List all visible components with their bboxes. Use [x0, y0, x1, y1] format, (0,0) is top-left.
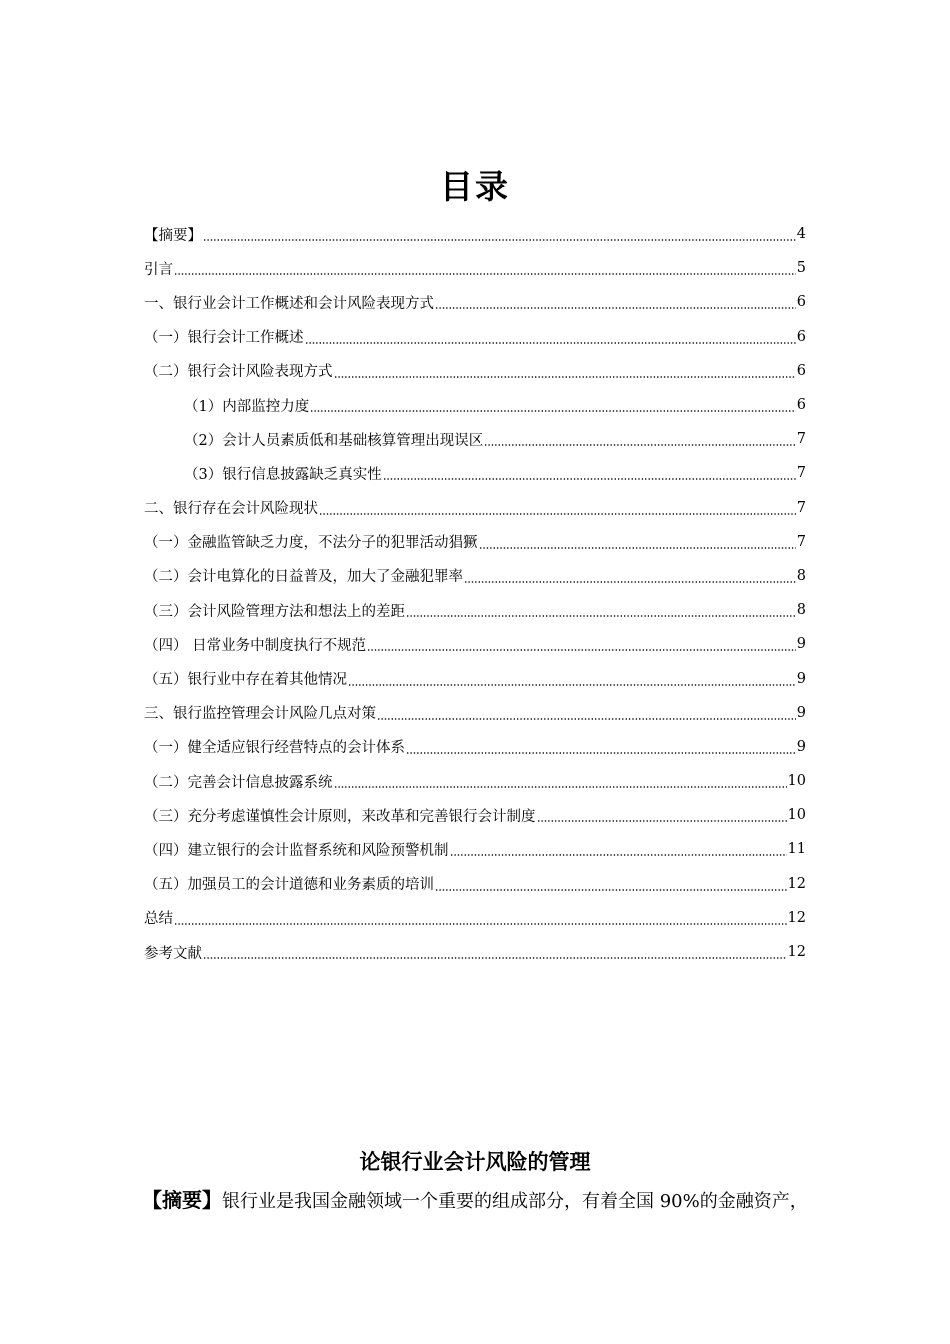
- toc-entry-label: 引言: [144, 261, 173, 278]
- toc-entry-page: 9: [796, 636, 806, 653]
- toc-entry-label: （二）银行会计风险表现方式: [144, 364, 333, 381]
- toc-entry[interactable]: [144, 491, 806, 525]
- toc-entry[interactable]: [144, 217, 806, 251]
- toc-entry-label: （五）加强员工的会计道德和业务素质的培训: [144, 877, 434, 894]
- toc-entry[interactable]: [144, 798, 806, 832]
- toc-entry-label: 【摘要】: [144, 227, 202, 244]
- toc-entry-page: 7: [796, 533, 806, 550]
- toc-entry[interactable]: [144, 388, 806, 422]
- toc-entry[interactable]: [144, 764, 806, 798]
- toc-dot-leader: [310, 398, 796, 412]
- toc-entry-label: （五）银行业中存在着其他情况: [144, 672, 347, 689]
- toc-entry-label: （三）充分考虑谨慎性会计原则，来改革和完善银行会计制度: [144, 808, 536, 825]
- toc-entry-label: （2）会计人员素质低和基础核算管理出现误区: [184, 432, 484, 449]
- toc-dot-leader: [174, 911, 787, 925]
- abstract-label: 【摘要】: [142, 1188, 222, 1212]
- toc-entry[interactable]: [144, 320, 806, 354]
- toc-dot-leader: [377, 706, 796, 720]
- toc-dot-leader: [319, 501, 796, 515]
- toc-entry-page: 9: [796, 670, 806, 687]
- toc-entry[interactable]: [144, 593, 806, 627]
- toc-dot-leader: [348, 672, 796, 686]
- toc-entry-label: 二、银行存在会计风险现状: [144, 501, 318, 518]
- toc-title: 目录: [440, 167, 510, 206]
- toc-entry-page: 4: [796, 226, 806, 243]
- toc-entry[interactable]: [144, 867, 806, 901]
- toc-entry[interactable]: [144, 627, 806, 661]
- toc-entry-label: （三）会计风险管理方法和想法上的差距: [144, 603, 405, 620]
- toc-dot-leader: [334, 364, 796, 378]
- toc-entry-page: 7: [796, 465, 806, 482]
- toc-entry[interactable]: [144, 901, 806, 935]
- toc-entry[interactable]: [144, 251, 806, 285]
- toc-entry-page: 7: [796, 499, 806, 516]
- toc-entry-label: （3）银行信息披露缺乏真实性: [184, 466, 382, 483]
- toc-dot-leader: [406, 603, 796, 617]
- toc-entry-label: 参考文献: [144, 945, 202, 962]
- abstract-text: 银行业是我国金融领域一个重要的组成部分，有着全国 90%的金融资产，: [222, 1191, 808, 1212]
- toc-entry-page: 6: [796, 294, 806, 311]
- toc-entry-label: 三、银行监控管理会计风险几点对策: [144, 706, 376, 723]
- toc-entry-label: （二）会计电算化的日益普及，加大了金融犯罪率: [144, 569, 463, 586]
- toc-entry-label: （四） 日常业务中制度执行不规范: [144, 637, 367, 654]
- article-title: 论银行业会计风险的管理: [359, 1150, 591, 1174]
- toc-entry-label: （一）健全适应银行经营特点的会计体系: [144, 740, 405, 757]
- abstract-paragraph: [142, 1184, 822, 1218]
- toc-entry-page: 6: [796, 397, 806, 414]
- toc-dot-leader: [174, 261, 796, 275]
- table-of-contents: [144, 217, 806, 969]
- toc-entry-label: 总结: [144, 911, 173, 928]
- toc-entry-page: 6: [796, 328, 806, 345]
- toc-entry-label: （一）银行会计工作概述: [144, 330, 304, 347]
- toc-dot-leader: [203, 945, 787, 959]
- toc-entry-page: 12: [787, 944, 806, 961]
- toc-dot-leader: [367, 637, 796, 651]
- toc-entry[interactable]: [144, 422, 806, 456]
- toc-dot-leader: [203, 227, 796, 241]
- toc-entry[interactable]: [144, 935, 806, 969]
- toc-entry-page: 10: [787, 807, 806, 824]
- toc-entry-label: 一、银行业会计工作概述和会计风险表现方式: [144, 295, 434, 312]
- toc-entry-page: 5: [796, 260, 806, 277]
- toc-entry-label: （二）完善会计信息披露系统: [144, 774, 333, 791]
- toc-entry[interactable]: [144, 456, 806, 490]
- toc-entry-page: 9: [796, 704, 806, 721]
- toc-entry-page: 10: [787, 773, 806, 790]
- toc-entry-label: （1）内部监控力度: [184, 398, 310, 415]
- toc-entry-page: 8: [796, 602, 806, 619]
- toc-entry-page: 8: [796, 567, 806, 584]
- toc-dot-leader: [435, 295, 796, 309]
- toc-entry[interactable]: [144, 696, 806, 730]
- toc-entry[interactable]: [144, 661, 806, 695]
- toc-dot-leader: [537, 808, 787, 822]
- toc-dot-leader: [406, 740, 796, 754]
- toc-entry-label: （一）金融监管缺乏力度，不法分子的犯罪活动猖獗: [144, 535, 478, 552]
- toc-dot-leader: [450, 842, 787, 856]
- toc-entry-page: 12: [787, 909, 806, 926]
- toc-entry-page: 6: [796, 362, 806, 379]
- toc-dot-leader: [334, 774, 787, 788]
- toc-entry[interactable]: [144, 730, 806, 764]
- toc-entry-label: （四）建立银行的会计监督系统和风险预警机制: [144, 842, 449, 859]
- toc-dot-leader: [479, 535, 796, 549]
- toc-entry-page: 12: [787, 875, 806, 892]
- toc-entry[interactable]: [144, 832, 806, 866]
- toc-entry[interactable]: [144, 559, 806, 593]
- toc-entry[interactable]: [144, 285, 806, 319]
- toc-dot-leader: [305, 330, 796, 344]
- toc-entry-page: 11: [787, 841, 806, 858]
- toc-dot-leader: [383, 466, 796, 480]
- toc-dot-leader: [484, 432, 796, 446]
- toc-entry-page: 7: [796, 431, 806, 448]
- toc-dot-leader: [464, 569, 796, 583]
- toc-dot-leader: [435, 877, 787, 891]
- toc-entry[interactable]: [144, 354, 806, 388]
- toc-entry[interactable]: [144, 525, 806, 559]
- toc-entry-page: 9: [796, 738, 806, 755]
